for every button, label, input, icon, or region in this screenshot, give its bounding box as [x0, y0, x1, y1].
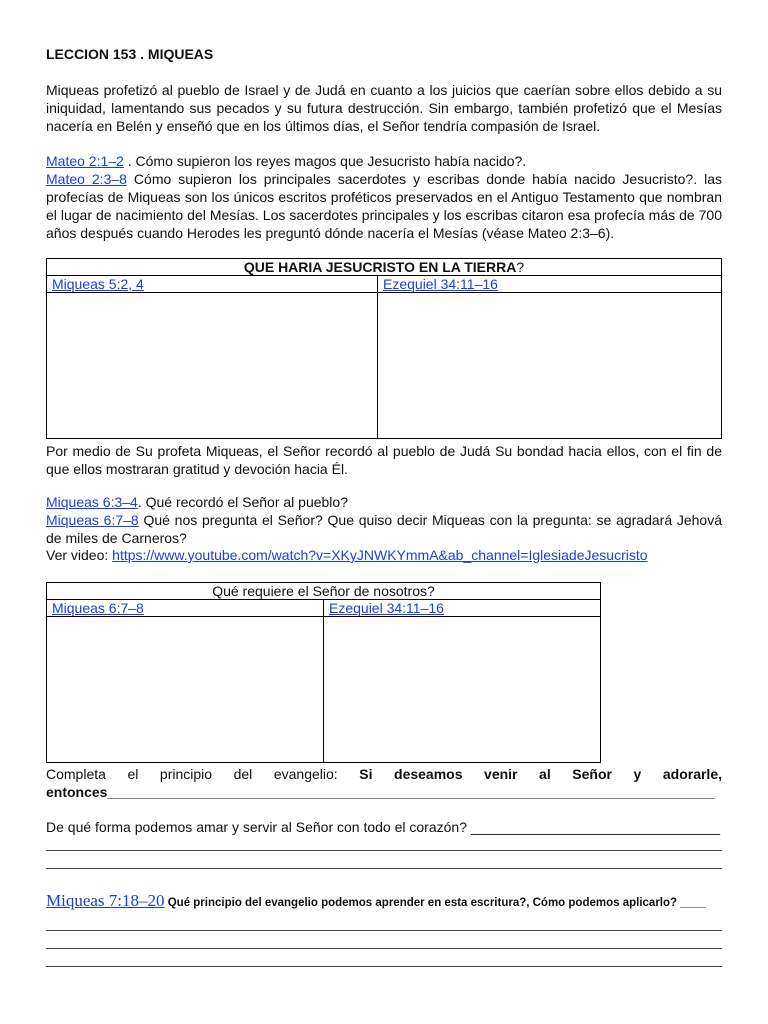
answer-line[interactable] — [46, 948, 722, 949]
question-mateo-2-1 — [46, 152, 722, 170]
intro-paragraph: Miqueas profetizó al pueblo de Israel y de Judá en cuanto a los juicios que caerían sobre ellos debido a su iniquidad, lamentando sus pecados y su futura destrucción. Sin embargo, también profetizó que el Mesías nacería en Belén y enseñó que en los últimos días, el Señor tendría compasión de Israel. — [46, 82, 722, 134]
question-miqueas-6-7: Miqueas 6:7–8 Qué nos pregunta el Señor? Que quiso decir Miqueas con la pregunta: se agradará Jehová de miles de Carneros? — [46, 512, 722, 546]
mateo-2-3-link[interactable]: Mateo 2:3–8 — [46, 171, 127, 187]
question-text: Cómo supieron los principales sacerdotes y escribas donde había nacido Jesucristo?. las profecías de Miqueas son los únicos escritos proféticos preservados en el Antiguo Testamento que nombran el lugar de nacimiento del Mesías. Los sacerdotes principales y los escribas citaron esa profecía más de 700 años después cuando Herodes les preguntó dónde nacería el Mesías (véase Mateo 2:3–6). — [46, 171, 722, 241]
video-line: Ver video: https://www.youtube.com/watch?v=XKyJNWKYmmA&ab_channel=IglesiadeJesucristo — [46, 547, 648, 563]
answer-cell[interactable] — [378, 293, 722, 439]
page-title: LECCION 153 . MIQUEAS — [46, 46, 214, 62]
table-header: QUE HARIA JESUCRISTO EN LA TIERRA? — [47, 259, 722, 276]
question-amar-servir: De qué forma podemos amar y servir al Señor con todo el corazón? ________________________________ — [46, 819, 721, 835]
miqueas-7-18-link[interactable]: Miqueas 7:18–20 — [46, 891, 165, 910]
worksheet-table-2 — [46, 582, 601, 763]
table-col-header — [378, 276, 722, 293]
question-text: . Cómo supieron los reyes magos que Jesucristo había nacido?. — [123, 153, 527, 169]
miqueas-6-7-table-link[interactable]: Miqueas 6:7–8 — [52, 600, 144, 616]
ezequiel-34-11-link[interactable]: Ezequiel 34:11–16 — [383, 276, 498, 292]
miqueas-6-3-link[interactable]: Miqueas 6:3–4 — [46, 494, 138, 510]
paragraph-bondad: Por medio de Su profeta Miqueas, el Señor recordó al pueblo de Judá Su bondad hacia ellos, con el fin de que ellos mostraran gratitud y devoción hacia Él. — [46, 443, 722, 477]
answer-cell[interactable] — [47, 617, 324, 763]
answer-line[interactable] — [46, 868, 722, 869]
answer-line[interactable] — [46, 966, 722, 967]
video-link[interactable]: https://www.youtube.com/watch?v=XKyJNWKYmmA&ab_channel=IglesiadeJesucristo — [112, 547, 648, 563]
worksheet-table-1 — [46, 258, 722, 439]
table-col-header — [324, 600, 601, 617]
question-miqueas-7-18: Miqueas 7:18–20 Qué principio del evangelio podemos aprender en esta escritura?, Cómo podemos aplicarlo? ____ — [46, 891, 706, 910]
answer-line[interactable] — [46, 930, 722, 931]
answer-line[interactable] — [46, 850, 722, 851]
ezequiel-34-11-table-link[interactable]: Ezequiel 34:11–16 — [329, 600, 444, 616]
miqueas-6-7-link[interactable]: Miqueas 6:7–8 — [46, 512, 139, 528]
answer-cell[interactable] — [324, 617, 601, 763]
complete-principle-answer[interactable]: entonces______________________________________________________________________________ — [46, 784, 715, 800]
question-mateo-2-3 — [46, 170, 722, 242]
table-header: Qué requiere el Señor de nosotros? — [47, 583, 601, 600]
question-miqueas-6-3: Miqueas 6:3–4. Qué recordó el Señor al pueblo? — [46, 494, 348, 510]
table-col-header — [47, 600, 324, 617]
table-col-header — [47, 276, 378, 293]
answer-cell[interactable] — [47, 293, 378, 439]
mateo-2-1-link[interactable]: Mateo 2:1–2 — [46, 153, 124, 169]
miqueas-5-2-link[interactable]: Miqueas 5:2, 4 — [52, 276, 144, 292]
complete-principle: Completa el principio del evangelio: Si deseamos venir al Señor y adorarle, — [46, 766, 722, 782]
